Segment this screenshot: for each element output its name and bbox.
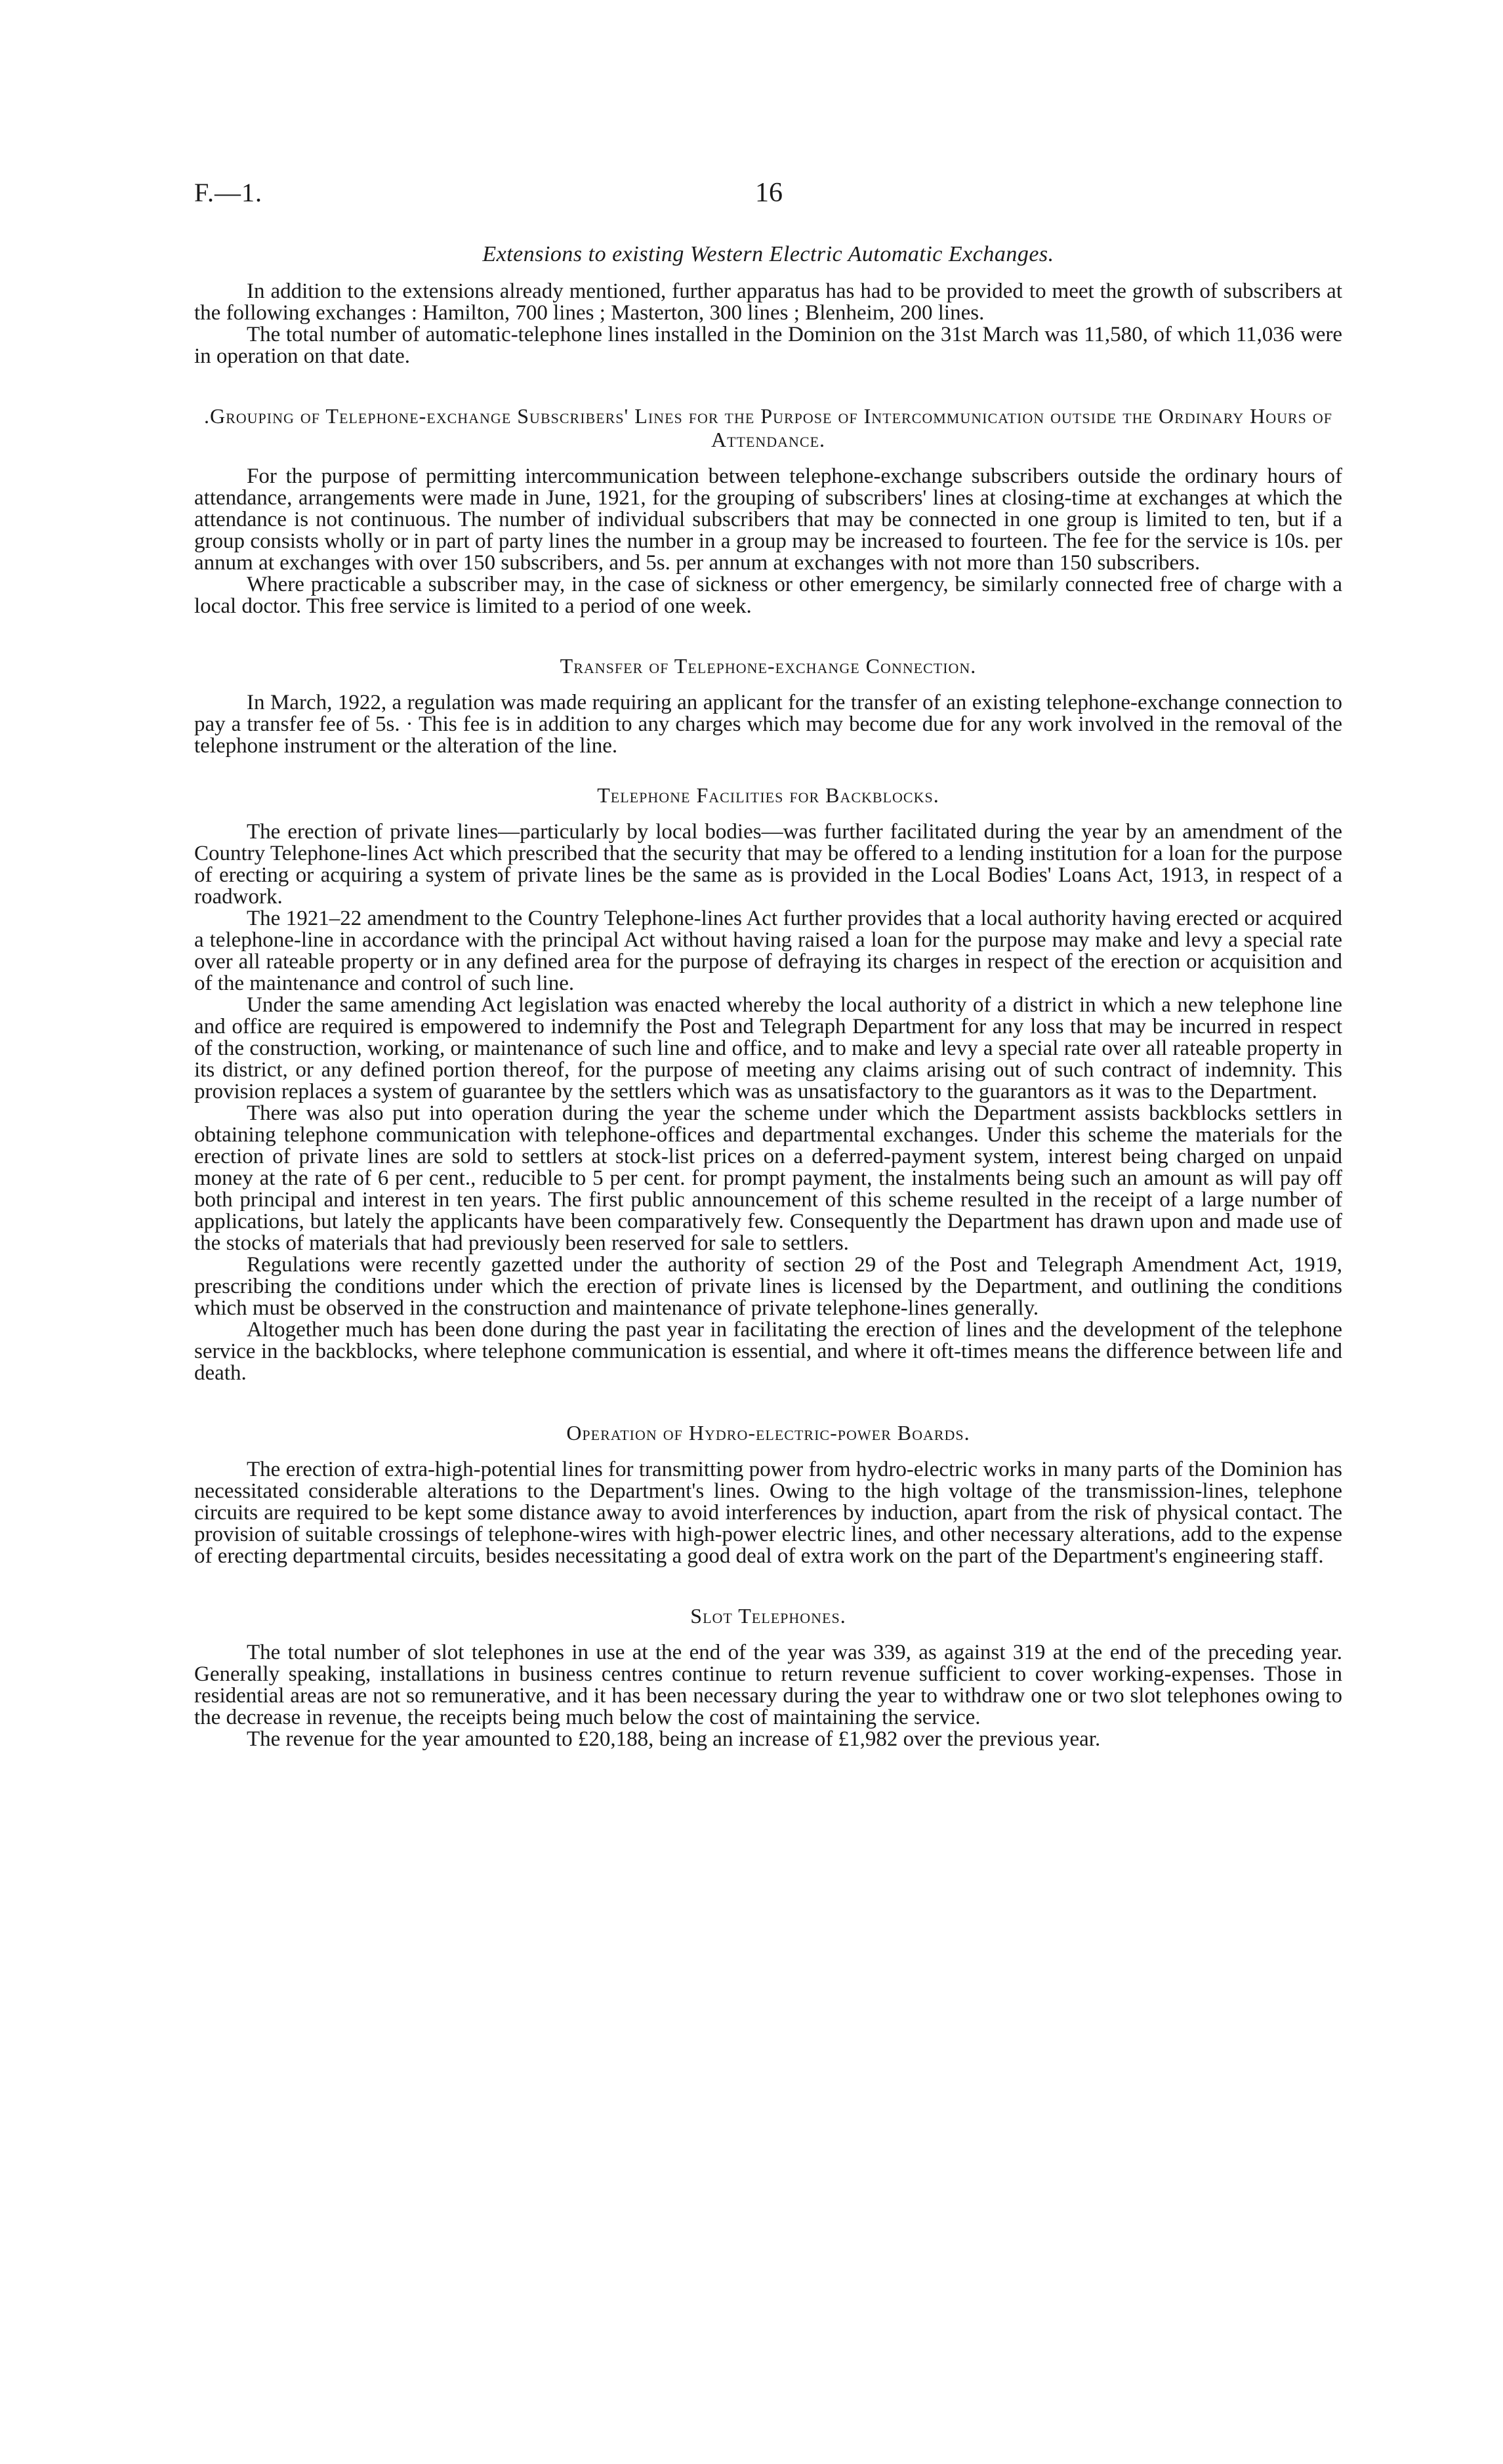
paragraph: For the purpose of permitting intercommunication between telephone-exchange subscribers outside the ordinary hours of attendance, arrangements were made in June, 1921, for the grouping of subscribers' lines at closing-time at exchanges at which the attendance is not continuous. The number of individual subscribers that may be connected in one group is limited to ten, but if a group consists wholly or in part of party lines the number in a group may be increased to fourteen. The fee for the service is 10s. per annum at exchanges with over 150 subscribers, and 5s. per annum at exchanges with not more than 150 subscribers. (194, 464, 1342, 575)
section-heading-grouping: .Grouping of Telephone-exchange Subscribers' Lines for the Purpose of Intercommunication outside the Ordinary Hours of Attendance. (203, 404, 1333, 451)
section-heading-extensions: Extensions to existing Western Electric Automatic Exchanges. (482, 242, 1054, 266)
page-header (194, 177, 1342, 216)
paragraph: The total number of slot telephones in use at the end of the year was 339, as against 319 at the end of the preceding year. Generally speaking, installations in business centres continue to return revenue sufficient to cover working-expenses. Those in residential areas are not so remunerative, and it has been necessary during the year to withdraw one or two slot telephones owing to the decrease in revenue, the receipts being much below the cost of maintaining the service. (194, 1641, 1342, 1729)
document-reference: F.—1. (194, 178, 263, 207)
paragraph: Under the same amending Act legislation was enacted whereby the local authority of a district in which a new telephone line and office are required is empowered to indemnify the Post and Telegraph Department for any loss that may be incurred in respect of the construction, working, or maintenance of such line and office, and to make and levy a special rate over all rateable property in its district, or any defined portion thereof, for the purpose of meeting any claims arising out of such contract of indemnity. This provision replaces a system of guarantee by the settlers which was as unsatisfactory to the guarantors as it was to the Department. (194, 993, 1342, 1103)
section-heading-slot-telephones: Slot Telephones. (690, 1604, 846, 1628)
paragraph: Where practicable a subscriber may, in the case of sickness or other emergency, be similarly connected free of charge with a local doctor. This free service is limited to a period of one week. (194, 573, 1342, 618)
paragraph: Regulations were recently gazetted under the authority of section 29 of the Post and Telegraph Amendment Act, 1919, prescribing the conditions under which the erection of private lines is licensed by the Department, and outlining the conditions which must be observed in the construction and maintenance of private telephone-lines generally. (194, 1253, 1342, 1320)
paragraph: In March, 1922, a regulation was made requiring an applicant for the transfer of an existing telephone-exchange connection to pay a transfer fee of 5s. · This fee is in addition to any charges which may become due for any work involved in the removal of the telephone instrument or the alteration of the line. (194, 691, 1342, 758)
paragraph: The revenue for the year amounted to £20,188, being an increase of £1,982 over the previous year. (247, 1727, 1101, 1751)
paragraph: There was also put into operation during the year the scheme under which the Department assists backblocks settlers in obtaining telephone communication with telephone-offices and departmental exchanges. Under this scheme the materials for the erection of private lines are sold to settlers at stock-list prices on a deferred-payment system, interest being charged on unpaid money at the rate of 6 per cent., reducible to 5 per cent. for prompt payment, the instalments being such an amount as will pay off both principal and interest in ten years. The first public announcement of this scheme resulted in the receipt of a large number of applications, but lately the applicants have been comparatively few. Consequently the Department has drawn upon and made use of the stocks of materials that had previously been reserved for sale to settlers. (194, 1101, 1342, 1255)
document-body (194, 243, 1342, 1750)
paragraph: The erection of private lines—particularly by local bodies—was further facilitated during the year by an amendment of the Country Telephone-lines Act which prescribed that the security that may be offered to a lending institution for a loan for the purpose of erecting or acquiring a system of private lines be the same as is provided in the Local Bodies' Loans Act, 1913, in respect of a roadwork. (194, 820, 1342, 909)
paragraph: The total number of automatic-telephone lines installed in the Dominion on the 31st March was 11,580, of which 11,036 were in operation on that date. (194, 323, 1342, 368)
page-number: 16 (755, 178, 783, 208)
paragraph: Altogether much has been done during the past year in facilitating the erection of lines and the development of the telephone service in the backblocks, where telephone communication is essential, and where it oft-times means the difference between life and death. (194, 1318, 1342, 1385)
paragraph: The erection of extra-high-potential lines for transmitting power from hydro-electric works in many parts of the Dominion has necessitated considerable alterations to the Department's lines. Owing to the high voltage of the transmission-lines, telephone circuits are required to be kept some distance away to avoid interferences by induction, apart from the risk of physical contact. The provision of suitable crossings of telephone-wires with high-power electric lines, and other necessary alterations, add to the expense of erecting departmental circuits, besides necessitating a good deal of extra work on the part of the Department's engineering staff. (194, 1458, 1342, 1568)
paragraph: The 1921–22 amendment to the Country Telephone-lines Act further provides that a local authority having erected or acquired a telephone-line in accordance with the principal Act without having raised a loan for the purpose may make and levy a special rate over all rateable property or in any defined area for the purpose of defraying its charges in respect of the erection or acquisition and of the maintenance and control of such line. (194, 907, 1342, 995)
section-heading-transfer: Transfer of Telephone-exchange Connection. (560, 654, 977, 678)
paragraph: In addition to the extensions already mentioned, further apparatus has had to be provided to meet the growth of subscribers at the following exchanges : Hamilton, 700 lines ; Masterton, 300 lines ; Blenheim, 200 lines. (194, 279, 1342, 325)
section-heading-backblocks: Telephone Facilities for Backblocks. (597, 783, 939, 807)
section-heading-hydro: Operation of Hydro-electric-power Boards. (566, 1421, 970, 1445)
